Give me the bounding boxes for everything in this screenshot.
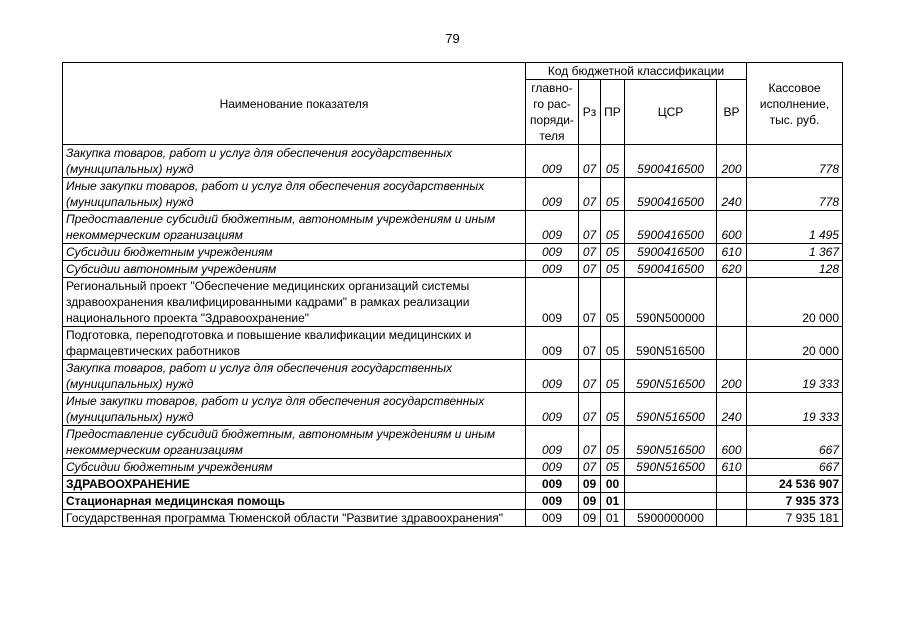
header-glava: главно-го рас-поряди-теля: [526, 80, 579, 145]
row-csr: 590N516500: [625, 393, 717, 426]
table-row: [63, 244, 843, 261]
table-row: [63, 426, 843, 459]
row-amount: 24 536 907: [747, 476, 843, 493]
row-vr: 240: [717, 393, 747, 426]
row-pr: 05: [601, 426, 625, 459]
row-pr: 05: [601, 327, 625, 360]
row-name: Иные закупки товаров, работ и услуг для обеспечения государственных (муниципальных) нужд: [63, 393, 526, 426]
row-glava: 009: [526, 327, 579, 360]
row-amount: 7 935 373: [747, 493, 843, 510]
row-amount: 7 935 181: [747, 510, 843, 527]
row-name: Предоставление субсидий бюджетным, автономным учреждениям и иным некоммерческим организациям: [63, 211, 526, 244]
row-glava: 009: [526, 510, 579, 527]
row-pr: 05: [601, 244, 625, 261]
row-glava: 009: [526, 261, 579, 278]
header-csr: ЦСР: [625, 80, 717, 145]
row-vr: 200: [717, 145, 747, 178]
row-glava: 009: [526, 145, 579, 178]
row-pr: 01: [601, 510, 625, 527]
row-glava: 009: [526, 211, 579, 244]
row-pr: 05: [601, 145, 625, 178]
row-csr: 5900000000: [625, 510, 717, 527]
row-rz: 09: [579, 476, 601, 493]
table-row: [63, 476, 843, 493]
row-vr: 200: [717, 360, 747, 393]
row-csr: 5900416500: [625, 178, 717, 211]
row-glava: 009: [526, 244, 579, 261]
row-vr: 610: [717, 244, 747, 261]
row-rz: 07: [579, 360, 601, 393]
table-row: [63, 360, 843, 393]
page-number: 79: [445, 31, 460, 46]
row-rz: 07: [579, 211, 601, 244]
row-amount: 778: [747, 178, 843, 211]
row-glava: 009: [526, 476, 579, 493]
header-amount: Кассовое исполнение, тыс. руб.: [747, 63, 843, 145]
row-name: Субсидии бюджетным учреждениям: [63, 459, 526, 476]
row-rz: 07: [579, 178, 601, 211]
budget-table: [62, 62, 843, 527]
header-rz: Рз: [579, 80, 601, 145]
row-name: Субсидии автономным учреждениям: [63, 261, 526, 278]
row-vr: [717, 278, 747, 327]
row-amount: 667: [747, 426, 843, 459]
row-csr: 590N500000: [625, 278, 717, 327]
row-rz: 07: [579, 145, 601, 178]
row-name: Стационарная медицинская помощь: [63, 493, 526, 510]
table-row: [63, 327, 843, 360]
row-amount: 20 000: [747, 278, 843, 327]
row-csr: 5900416500: [625, 211, 717, 244]
row-amount: 20 000: [747, 327, 843, 360]
row-rz: 07: [579, 426, 601, 459]
row-vr: 240: [717, 178, 747, 211]
row-vr: [717, 493, 747, 510]
row-glava: 009: [526, 459, 579, 476]
row-pr: 05: [601, 278, 625, 327]
row-pr: 05: [601, 393, 625, 426]
row-pr: 05: [601, 178, 625, 211]
row-name: Субсидии бюджетным учреждениям: [63, 244, 526, 261]
row-vr: [717, 327, 747, 360]
table-row: [63, 261, 843, 278]
row-glava: 009: [526, 360, 579, 393]
row-amount: 778: [747, 145, 843, 178]
row-glava: 009: [526, 278, 579, 327]
row-amount: 1 495: [747, 211, 843, 244]
row-amount: 667: [747, 459, 843, 476]
row-name: Закупка товаров, работ и услуг для обеспечения государственных (муниципальных) нужд: [63, 360, 526, 393]
row-rz: 07: [579, 327, 601, 360]
row-vr: 610: [717, 459, 747, 476]
row-vr: 620: [717, 261, 747, 278]
row-vr: [717, 476, 747, 493]
row-vr: 600: [717, 426, 747, 459]
row-rz: 07: [579, 261, 601, 278]
table-row: [63, 178, 843, 211]
row-rz: 09: [579, 493, 601, 510]
table-row: [63, 211, 843, 244]
table-row: [63, 393, 843, 426]
table-row: [63, 493, 843, 510]
row-pr: 05: [601, 261, 625, 278]
table-row: [63, 459, 843, 476]
row-csr: [625, 493, 717, 510]
row-pr: 05: [601, 459, 625, 476]
row-csr: 5900416500: [625, 244, 717, 261]
table-row: [63, 145, 843, 178]
row-pr: 00: [601, 476, 625, 493]
row-csr: 590N516500: [625, 360, 717, 393]
row-csr: [625, 476, 717, 493]
row-csr: 5900416500: [625, 261, 717, 278]
row-amount: 19 333: [747, 393, 843, 426]
row-rz: 07: [579, 244, 601, 261]
header-pr: ПР: [601, 80, 625, 145]
row-name: ЗДРАВООХРАНЕНИЕ: [63, 476, 526, 493]
row-amount: 19 333: [747, 360, 843, 393]
row-name: Иные закупки товаров, работ и услуг для обеспечения государственных (муниципальных) нужд: [63, 178, 526, 211]
row-pr: 05: [601, 211, 625, 244]
row-name: Предоставление субсидий бюджетным, автономным учреждениям и иным некоммерческим организациям: [63, 426, 526, 459]
row-vr: 600: [717, 211, 747, 244]
row-csr: 5900416500: [625, 145, 717, 178]
row-csr: 590N516500: [625, 426, 717, 459]
row-name: Закупка товаров, работ и услуг для обеспечения государственных (муниципальных) нужд: [63, 145, 526, 178]
header-code-group: Код бюджетной классификации: [526, 63, 747, 80]
header-name: Наименование показателя: [63, 63, 526, 145]
row-pr: 05: [601, 360, 625, 393]
row-rz: 07: [579, 278, 601, 327]
header-vr: ВР: [717, 80, 747, 145]
row-pr: 01: [601, 493, 625, 510]
row-name: Государственная программа Тюменской области "Развитие здравоохранения": [63, 510, 526, 527]
row-csr: 590N516500: [625, 327, 717, 360]
row-name: Региональный проект "Обеспечение медицинских организаций системы здравоохранения квалифицированными кадрами" в рамках реализации национального проекта "Здравоохранение": [63, 278, 526, 327]
table-body: [63, 145, 843, 527]
row-glava: 009: [526, 493, 579, 510]
table-row: [63, 278, 843, 327]
row-amount: 128: [747, 261, 843, 278]
row-rz: 07: [579, 393, 601, 426]
row-name: Подготовка, переподготовка и повышение квалификации медицинских и фармацевтических работников: [63, 327, 526, 360]
row-glava: 009: [526, 178, 579, 211]
row-glava: 009: [526, 393, 579, 426]
table-row: [63, 510, 843, 527]
row-csr: 590N516500: [625, 459, 717, 476]
row-glava: 009: [526, 426, 579, 459]
row-amount: 1 367: [747, 244, 843, 261]
row-rz: 07: [579, 459, 601, 476]
row-vr: [717, 510, 747, 527]
row-rz: 09: [579, 510, 601, 527]
